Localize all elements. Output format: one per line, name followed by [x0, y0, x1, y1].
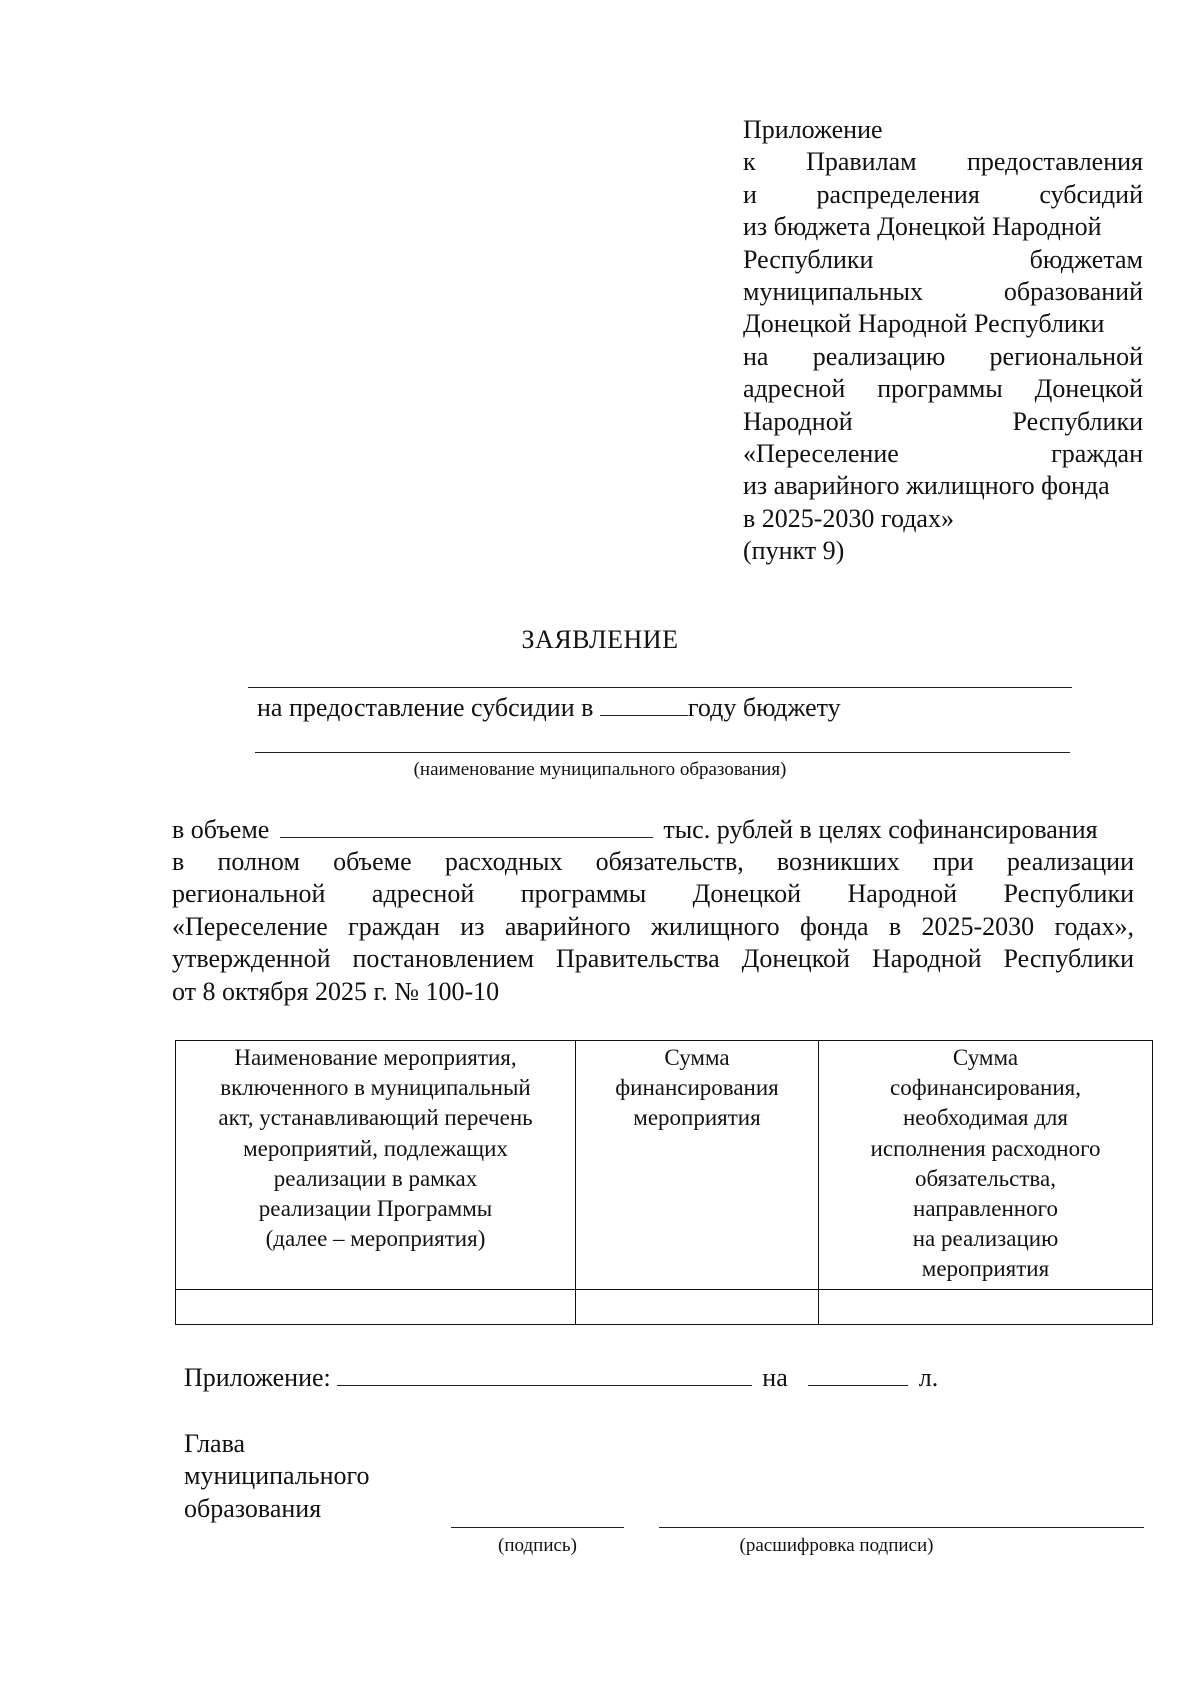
header-measure-name: Наименование мероприятия, включенного в муниципальный акт, устанавливающий перечень мероприятий, подлежащих реализации в рамках реализации Программы (далее – мероприятия)	[176, 1041, 576, 1290]
appendix-line: Донецкой Народной Республики	[743, 309, 1105, 339]
signature-field[interactable]	[451, 1527, 624, 1528]
appendix-line: Республики бюджетам	[743, 244, 1143, 274]
municipality-caption: (наименование муниципального образования)	[413, 759, 787, 780]
signature-caption: (подпись)	[498, 1535, 577, 1556]
appendix-block	[743, 114, 1143, 567]
subsidy-suffix: году бюджету	[687, 693, 841, 722]
appendix-line: (пункт 9)	[743, 536, 845, 566]
table-row	[176, 1289, 1153, 1324]
paragraph-line: утвержденной постановлением Правительства Донецкой Народной Республики	[172, 944, 1134, 974]
signer-line: образования	[184, 1493, 322, 1523]
year-field[interactable]	[600, 693, 688, 716]
volume-prefix: в объеме	[172, 815, 270, 844]
signer-line: Глава	[184, 1429, 246, 1458]
appendix-line: адресной программы Донецкой	[743, 374, 1143, 404]
top-rule	[248, 687, 1072, 688]
appendix-line: в 2025-2030 годах»	[743, 503, 954, 533]
appendix-line: к Правилам предоставления	[743, 147, 1143, 177]
signature-decryption-field[interactable]	[659, 1527, 1144, 1528]
appendix-line: и распределения субсидий	[743, 179, 1143, 209]
table-cell-cofinancing[interactable]	[819, 1289, 1153, 1324]
appendix-line: из бюджета Донецкой Народной	[743, 212, 1102, 242]
header-financing-sum: Сумма финансирования мероприятия	[576, 1041, 819, 1290]
paragraph-line: региональной адресной программы Донецкой Народной Республики	[172, 879, 1134, 909]
signer-block	[184, 1428, 370, 1525]
volume-suffix: тыс. рублей в целях софинансирования	[663, 815, 1098, 844]
main-paragraph	[172, 846, 1134, 1008]
attachment-line	[184, 1362, 938, 1394]
table-cell-financing[interactable]	[576, 1289, 819, 1324]
attachment-field[interactable]	[337, 1363, 752, 1386]
paragraph-line: в полном объеме расходных обязательств, возникших при реализации	[172, 847, 1134, 876]
appendix-line: Народной Республики	[743, 406, 1143, 436]
appendix-line: на реализацию региональной	[743, 341, 1143, 371]
appendix-line: муниципальных образований	[743, 276, 1143, 306]
attachment-label: Приложение:	[184, 1363, 331, 1392]
table-cell-measure[interactable]	[176, 1289, 576, 1324]
signer-line: муниципального	[184, 1461, 370, 1491]
sheets-count-field[interactable]	[808, 1363, 908, 1386]
appendix-line: Приложение	[743, 115, 883, 144]
paragraph-line: «Переселение граждан из аварийного жилищного фонда в 2025-2030 годах»,	[172, 911, 1134, 941]
attachment-sheets: л.	[918, 1363, 939, 1392]
attachment-on: на	[762, 1363, 788, 1392]
table-header-row	[176, 1041, 1153, 1290]
header-cofinancing-sum: Сумма софинансирования, необходимая для исполнения расходного обязательства, направленного на реализацию мероприятия	[819, 1041, 1153, 1290]
volume-field[interactable]	[280, 815, 653, 838]
measures-table	[175, 1040, 1153, 1325]
subsidy-line	[257, 692, 841, 724]
municipality-field[interactable]	[255, 752, 1070, 753]
document-title: ЗАЯВЛЕНИЕ	[521, 625, 679, 654]
decryption-caption: (расшифровка подписи)	[739, 1535, 934, 1556]
volume-line	[172, 814, 1098, 846]
appendix-line: из аварийного жилищного фонда	[743, 471, 1110, 501]
paragraph-line: от 8 октября 2025 г. № 100-10	[172, 976, 500, 1006]
subsidy-prefix: на предоставление субсидии в	[257, 693, 594, 722]
appendix-line: «Переселение граждан	[743, 438, 1143, 468]
